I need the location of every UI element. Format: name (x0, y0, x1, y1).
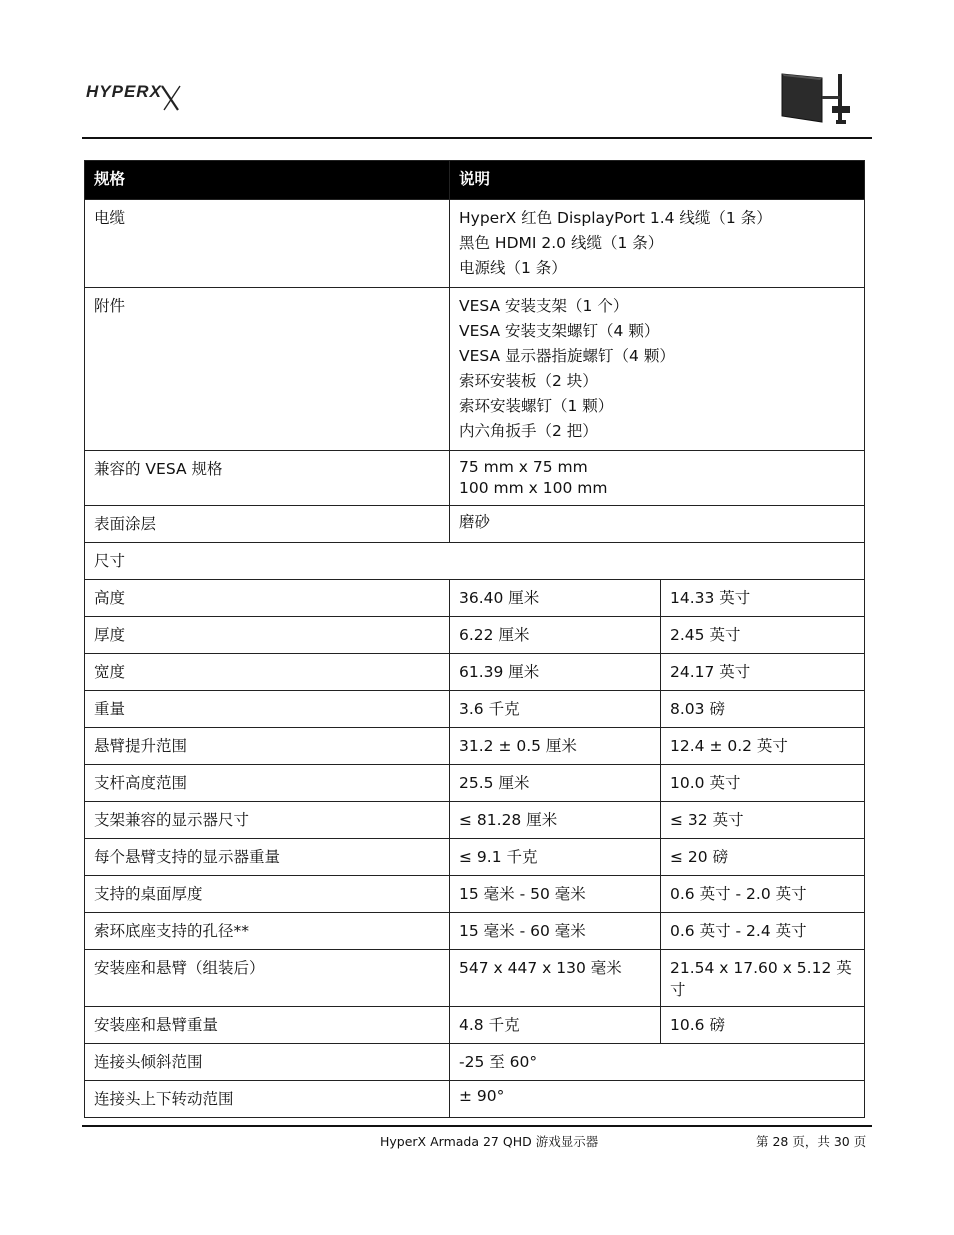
dim-label: 高度 (85, 580, 450, 617)
dim-label: 支持的桌面厚度 (85, 876, 450, 913)
row-label: 表面涂层 (85, 506, 450, 543)
dim-metric: ≤ 81.28 厘米 (450, 802, 661, 839)
page-number: 第 28 页，共 30 页 (756, 1134, 867, 1149)
row-value (450, 451, 865, 506)
header-rule (82, 137, 872, 139)
value-line: 索环安装板（2 块） (459, 372, 598, 390)
dim-imperial: ≤ 20 磅 (661, 839, 865, 876)
dim-metric: 61.39 厘米 (450, 654, 661, 691)
dim-imperial: 10.0 英寸 (661, 765, 865, 802)
logo-x-mark-icon (84, 80, 184, 114)
dimension-row (85, 580, 865, 617)
dim-imperial: 8.03 磅 (661, 691, 865, 728)
dim-label: 悬臂提升范围 (85, 728, 450, 765)
dim-imperial: 14.33 英寸 (661, 580, 865, 617)
logo-text: HYPERX (86, 82, 162, 101)
row-label: 兼容的 VESA 规格 (85, 451, 450, 506)
row-value (450, 506, 865, 543)
dim-label: 宽度 (85, 654, 450, 691)
footer-rule (82, 1125, 872, 1127)
table-row (85, 288, 865, 451)
tilt-row (85, 1044, 865, 1081)
swivel-value: ± 90° (450, 1081, 865, 1118)
dim-label: 支架兼容的显示器尺寸 (85, 802, 450, 839)
dim-metric: 547 x 447 x 130 毫米 (450, 950, 661, 1007)
dim-metric: ≤ 9.1 千克 (450, 839, 661, 876)
dimension-row (85, 950, 865, 1007)
dimension-row (85, 617, 865, 654)
tilt-value: -25 至 60° (450, 1044, 865, 1081)
dim-imperial: 0.6 英寸 - 2.4 英寸 (661, 913, 865, 950)
value-line: HyperX 红色 DisplayPort 1.4 线缆（1 条） (459, 209, 772, 227)
dim-imperial: 12.4 ± 0.2 英寸 (661, 728, 865, 765)
section-row (85, 543, 865, 580)
dimension-row (85, 839, 865, 876)
dimension-row (85, 1007, 865, 1044)
dim-label: 索环底座支持的孔径** (85, 913, 450, 950)
dim-imperial: 2.45 英寸 (661, 617, 865, 654)
value-line: 100 mm x 100 mm (459, 479, 608, 497)
table-header-row (85, 161, 865, 200)
dimension-row (85, 691, 865, 728)
value-line: 内六角扳手（2 把） (459, 422, 598, 440)
dim-metric: 15 毫米 - 60 毫米 (450, 913, 661, 950)
dim-metric: 36.40 厘米 (450, 580, 661, 617)
dimension-row (85, 913, 865, 950)
dim-metric: 25.5 厘米 (450, 765, 661, 802)
value-line: 75 mm x 75 mm (459, 458, 588, 476)
value-line: 索环安装螺钉（1 颗） (459, 397, 614, 415)
value-line: VESA 安装支架（1 个） (459, 297, 629, 315)
dim-metric: 31.2 ± 0.5 厘米 (450, 728, 661, 765)
value-line: VESA 安装支架螺钉（4 颗） (459, 322, 660, 340)
footer-title: HyperX Armada 27 QHD 游戏显示器 (380, 1134, 599, 1149)
value-line: 电源线（1 条） (459, 259, 567, 277)
row-label: 电缆 (85, 200, 450, 288)
dimension-row (85, 765, 865, 802)
value-line: 磨砂 (459, 513, 491, 531)
section-dimensions: 尺寸 (85, 543, 865, 580)
dimension-row (85, 728, 865, 765)
table-row (85, 506, 865, 543)
dim-label: 重量 (85, 691, 450, 728)
dim-label: 安装座和悬臂重量 (85, 1007, 450, 1044)
dim-imperial: 21.54 x 17.60 x 5.12 英寸 (661, 950, 865, 1007)
col-header-spec: 规格 (85, 161, 450, 200)
dim-label: 安装座和悬臂（组装后） (85, 950, 450, 1007)
dim-label: 支杆高度范围 (85, 765, 450, 802)
swivel-label: 连接头上下转动范围 (85, 1081, 450, 1118)
dim-imperial: 0.6 英寸 - 2.0 英寸 (661, 876, 865, 913)
dim-imperial: 24.17 英寸 (661, 654, 865, 691)
row-value (450, 200, 865, 288)
hyperx-logo (84, 80, 184, 114)
monitor-arm-product-icon (780, 70, 854, 126)
dim-metric: 3.6 千克 (450, 691, 661, 728)
dimension-row (85, 802, 865, 839)
dim-label: 每个悬臂支持的显示器重量 (85, 839, 450, 876)
dim-imperial: 10.6 磅 (661, 1007, 865, 1044)
dim-metric: 4.8 千克 (450, 1007, 661, 1044)
swivel-row (85, 1081, 865, 1118)
value-line: VESA 显示器指旋螺钉（4 颗） (459, 347, 675, 365)
table-row (85, 451, 865, 506)
dimension-row (85, 876, 865, 913)
dimension-row (85, 654, 865, 691)
dim-label: 厚度 (85, 617, 450, 654)
tilt-label: 连接头倾斜范围 (85, 1044, 450, 1081)
value-line: 黑色 HDMI 2.0 线缆（1 条） (459, 234, 664, 252)
spec-table (84, 160, 865, 1118)
col-header-desc: 说明 (450, 161, 865, 200)
table-row (85, 200, 865, 288)
dim-imperial: ≤ 32 英寸 (661, 802, 865, 839)
dim-metric: 6.22 厘米 (450, 617, 661, 654)
row-value (450, 288, 865, 451)
row-label: 附件 (85, 288, 450, 451)
dim-metric: 15 毫米 - 50 毫米 (450, 876, 661, 913)
